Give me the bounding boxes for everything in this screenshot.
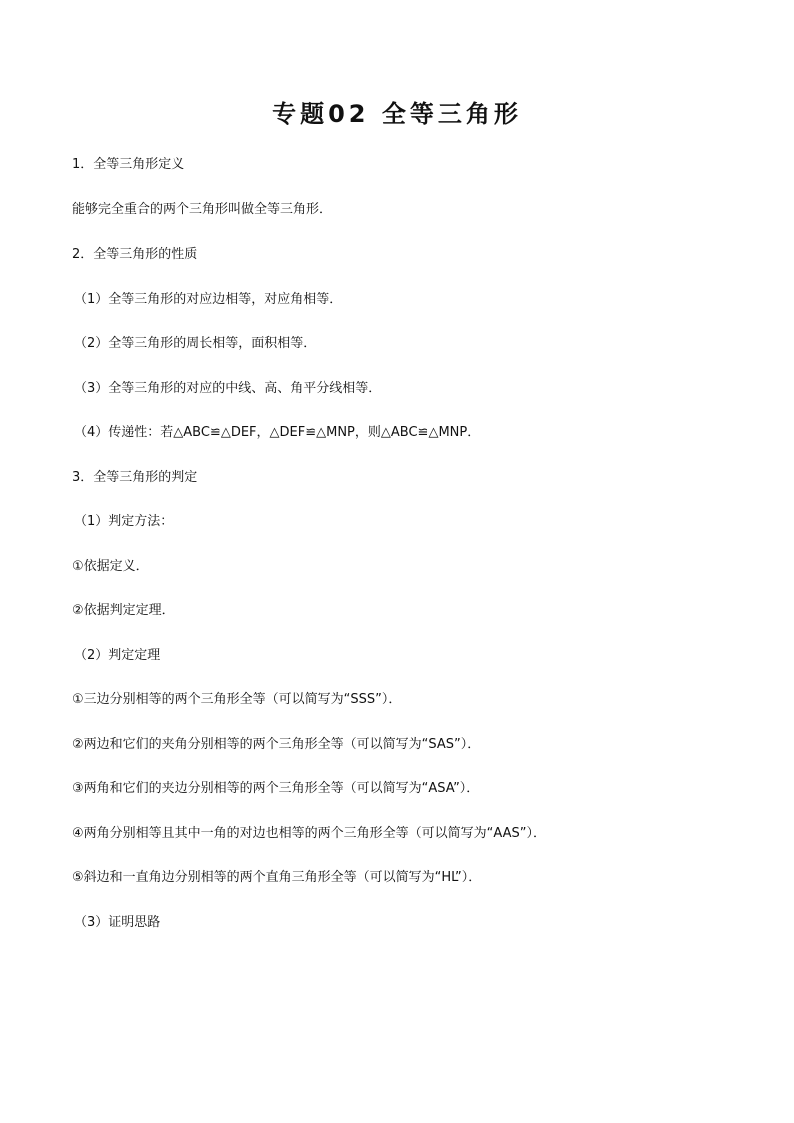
theorem-item-hl: ⑤斜边和一直角边分别相等的两个直角三角形全等（可以简写为“HL”）． xyxy=(72,870,482,885)
subheading-methods: （1）判定方法： xyxy=(74,514,174,529)
theorem-item-sss: ①三边分别相等的两个三角形全等（可以简写为“SSS”）． xyxy=(72,692,402,707)
section-heading-criteria: 3．全等三角形的判定 xyxy=(72,470,198,485)
section-heading-properties: 2．全等三角形的性质 xyxy=(72,247,198,262)
property-item-2: （2）全等三角形的周长相等，面积相等． xyxy=(74,336,317,351)
property-item-4: （4）传递性：若△ABC≌△DEF，△DEF≌△MNP，则△ABC≌△MNP． xyxy=(74,425,481,440)
section-heading-definition: 1．全等三角形定义 xyxy=(72,157,185,172)
property-item-1: （1）全等三角形的对应边相等，对应角相等． xyxy=(74,292,343,307)
theorem-item-asa: ③两角和它们的夹边分别相等的两个三角形全等（可以简写为“ASA”）． xyxy=(72,781,480,796)
subheading-proof-approach: （3）证明思路 xyxy=(74,915,161,930)
subheading-theorems: （2）判定定理 xyxy=(74,648,161,663)
property-item-3: （3）全等三角形的对应的中线、高、角平分线相等． xyxy=(74,381,382,396)
page-title: 专题02 全等三角形 xyxy=(272,100,522,128)
theorem-item-aas: ④两角分别相等且其中一角的对边也相等的两个三角形全等（可以简写为“AAS”）． xyxy=(72,826,547,841)
method-item-1: ①依据定义． xyxy=(72,559,149,574)
paragraph-definition: 能够完全重合的两个三角形叫做全等三角形． xyxy=(72,202,333,217)
theorem-item-sas: ②两边和它们的夹角分别相等的两个三角形全等（可以简写为“SAS”）． xyxy=(72,737,481,752)
method-item-2: ②依据判定定理． xyxy=(72,603,175,618)
